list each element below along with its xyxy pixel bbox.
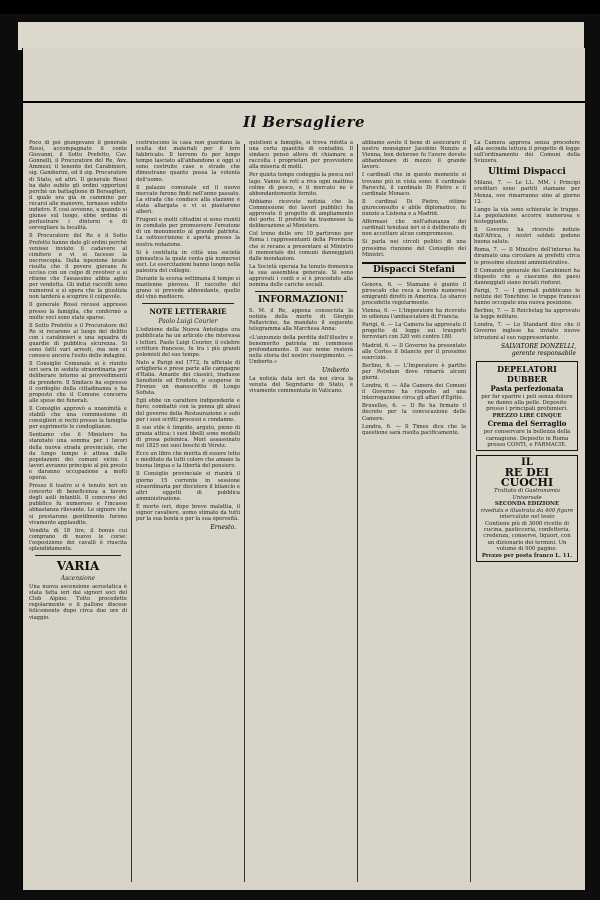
column-3 bbox=[249, 140, 353, 884]
column-rule bbox=[470, 144, 471, 882]
paragraph: costruiscono la casa non guardano la scelta dei materiali per il loro fabbricato. Il terreno fu per lungo tempo lasciato all'abbandono e oggi si sono costruite case e strade che dimostrano quanto possa la volontà dell'uomo. bbox=[136, 140, 240, 183]
paragraph: Sentiamo che il Ministero ha stanziato una somma per i lavori della nuova strada provinciale, che da lungo tempo è attesa dalle popolazioni dei comuni vicini. I lavori avranno principio al più presto e daranno occupazione a molti operai. bbox=[29, 432, 127, 481]
paragraph: Il suo stile è limpido, arguto, pieno di grazia attica; i suoi libelli sono modelli di prosa polemica. Morì assassinato nel 1825 nei suoi boschi di Véretz. bbox=[136, 424, 240, 450]
paragraph: Il generale Rossi recossi appresso presso la famiglia, che confermò a molte voci sono state sparse. bbox=[29, 302, 127, 321]
ad-edition: SECONDA EDIZIONE bbox=[494, 501, 560, 508]
dispatch: Berlino, 6. — L'Imperatore è partito per Potsdam dove rimarrà alcuni giorni. bbox=[362, 362, 466, 381]
ad-note: riveduta e illustrata da 400 figure intercalate nel testo bbox=[480, 507, 574, 521]
paragraph: Una nuova ascensione aerostatica è stata fatta ieri dai signori soci del Club Alpino. Tutto procedette regolarmente e il pallone discese felicemente dopo circa due ore di viaggio. bbox=[29, 584, 127, 621]
paragraph: abbiamo avuto il bene di assicurare il nostro monsignor Jacobini Nunzio a Vienna, ben doloroso fu l'avere dovuto abbandonare di mezzo il grande lavoro. bbox=[362, 140, 466, 171]
paragraph: Ecco un libro che merita di essere letto e meditato da tutti coloro che amano la buona lingua e la libertà del pensiero. bbox=[136, 451, 240, 470]
column-rule bbox=[131, 144, 132, 882]
paragraph: L'edizione della Nuova Antologia ora pubblicata ha un articolo che interessa i lettori. Paolo Luigi Courier, il celebre scrittore francese, fu tra i più grandi polemisti del suo tempo. bbox=[136, 327, 240, 358]
dispatch: Londra, 7. — Lo Standard dice che il Governo inglese ha inviato nuove istruzioni al suo rappresentante. bbox=[474, 322, 580, 341]
varia-subheading: Ascensione bbox=[60, 575, 96, 583]
gerente-signature: SALVATORE DONZELLI, gerente responsabile bbox=[500, 342, 576, 357]
masthead bbox=[23, 104, 585, 144]
ad-text-2: per conservare la bellezza della carnagione. Deposito in Roma presso CONTI, e FARMACIE. bbox=[483, 429, 571, 449]
header-rule bbox=[23, 101, 585, 103]
signature: Umberto bbox=[321, 367, 349, 374]
section-rule bbox=[35, 555, 121, 556]
ad-title-il: IL bbox=[521, 457, 533, 469]
dispacci-heading: Dispacci Stefani bbox=[373, 264, 455, 275]
paragraph: Durante la scorsa settimana il tempo si mantenne piovoso. Il raccolto del grano si prevede abbondante, quello del vino mediocre. bbox=[136, 275, 240, 301]
column-rule bbox=[244, 144, 245, 882]
varia-heading: VARIA bbox=[56, 559, 100, 574]
dispatch: Parigi, 7. — I giornali pubblicano le notizie del Tonchino: le truppe francesi hanno occupato una nuova posizione. bbox=[474, 287, 580, 307]
column-2 bbox=[136, 140, 240, 884]
dispatch: Roma, 7. — Il Ministro dell'interno ha diramato una circolare ai prefetti circa le prossime elezioni amministrative. bbox=[474, 247, 580, 266]
dispacci-header bbox=[362, 262, 466, 278]
dispatch: Vienna, 6. — L'Imperatore ha ricevuto in udienza l'ambasciatore di Francia. bbox=[362, 308, 466, 321]
paragraph: Col treno delle ore 10 partirono per Roma i rappresentanti della Provincia che si recano a presentare al Ministro il memoriale dei comuni danneggiati dalle inondazioni. bbox=[249, 231, 353, 262]
paragraph: S. M. il Re, appena conosciuta la notizia della morte di Giorgio Pallavicino, ha mandato il seguente telegramma alla Marchesa Anna: bbox=[249, 308, 353, 333]
paragraph: Il Sotto Prefetto e il Procuratore del Re si recarono al luogo del delitto con i carabinieri e una squadra di guardie di pubblica sicurezza. Si sono fatti vari arresti, ma non si conosce ancora l'esito delle indagini. bbox=[29, 322, 127, 360]
paragraph: Presso il teatro si è tenuto ieri un concerto di beneficenza a favore degli asili infantili. Il concorso del pubblico fu numeroso e l'incasso abbastanza rilevante. Le signore che si prestarono gentilmente furono vivamente applaudite. bbox=[29, 483, 127, 526]
dispatch: Londra, 6. — Alla Camera dei Comuni il Governo ha risposto ad una interrogazione circa gli affari d'Egitto. bbox=[362, 383, 466, 402]
ad-price: PREZZO LIRE CINQUE bbox=[492, 412, 562, 419]
paragraph: Il Consiglio provinciale si riunirà il giorno 15 corrente in sessione straordinaria per discutere il bilancio e altri oggetti di pubblica amministrazione. bbox=[136, 471, 240, 502]
masthead-title: Il Bersagliere bbox=[242, 113, 366, 131]
section-rule bbox=[255, 291, 347, 292]
paragraph: Per quieta tempo codeggia la pesca nel lago. Vanno le reti a riva ogni mattina colme di pesce, e il mercato ne è abbondantemente fornito. bbox=[249, 172, 353, 197]
newspaper-page bbox=[22, 48, 585, 890]
paragraph: I cardinali che in questo momento si trovano più in vista sono: il cardinale Parocchi, il cardinale Di Pietro e il cardinale Monaco. bbox=[362, 172, 466, 197]
paragraph: Si è costituita in città una società ginnastica la quale conta già numerosi soci. Le esercitazioni hanno luogo nella palestra del collegio. bbox=[136, 249, 240, 274]
paragraph: La Camera approva senza procedere alla seconda lettura il progetto di legge sull'ordinamento dei Comuni della Svizzera. bbox=[474, 140, 580, 165]
paragraph: Nato a Parigi nel 1772, fu ufficiale di artiglieria e prese parte alle campagne d'Italia. Amante dei classici, tradusse Senofonte ed Erodoto, e scoperse in Firenze un manoscritto di Longo Sofista. bbox=[136, 359, 240, 397]
paragraph: Frugoni e molti cittadini si sono riuniti in comitato per promuovere l'erezione di un monumento al grande patriota. La sottoscrizione è aperta presso la nostra redazione. bbox=[136, 217, 240, 248]
previous-page-edge bbox=[18, 22, 584, 50]
paragraph: Il Consiglio approvò a unanimità e stabilì che una commissione di consiglieri si rechi presso la famiglia per esprimerle le condoglianze. bbox=[29, 405, 127, 431]
section-rule bbox=[142, 303, 234, 304]
dispatch: Lungo la via sono schierate le truppe. La popolazione accorre numerosa e festeggiante. bbox=[474, 206, 580, 225]
ad-price: Prezzo per posta franco L. 11. bbox=[481, 552, 573, 559]
column-4 bbox=[362, 140, 466, 884]
dispatch: Genova, 6. — Stamane è giunto il piroscafo che reca a bordo numerosi emigranti diretti in America. Lo sbarco procedette regolarmente. bbox=[362, 281, 466, 306]
ad-title: DEPELATORI DUBBER bbox=[497, 363, 557, 384]
dispatch: Il Governo ha ricevuto notizie dall'Africa, i nostri soldati godono buona salute. bbox=[474, 227, 580, 246]
dispatch: Il Comando generale dei Carabinieri ha disposto che a ciascuno dei paesi danneggiati siano inviati rinforzi. bbox=[474, 267, 580, 286]
column-5 bbox=[474, 140, 580, 884]
paragraph: Affermasi che nell'adunanza dei cardinali tenutasi ieri si è deliberato di non accettare alcun compromesso. bbox=[362, 219, 466, 238]
dispatch: Parigi, 6. — La Camera ha approvato il progetto di legge sui trasporti ferroviari con 320 voti contro 180. bbox=[362, 322, 466, 341]
paragraph: Il Consiglio Comunale si è riunito ieri sera in seduta straordinaria per deliberare intorno ai provvedimenti da prendere. Il Sindaco ha espresso il cordoglio della cittadinanza e ha proposto che il Comune concorra alle spese dei funerali. bbox=[29, 361, 127, 404]
advertisement-depilatori bbox=[476, 361, 578, 452]
dispatch: Milano, 7. — Le LL. MM. i Principi ereditari sono partiti stamane per Monza, ove rimarranno sino al giorno 12. bbox=[474, 180, 580, 205]
paragraph: La Società operaia ha tenuto domenica la sua assemblea generale. Si sono approvati i conti e si è proceduto alla nomina delle cariche sociali. bbox=[249, 263, 353, 289]
paragraph: La notizia data ieri da noi circa la venuta del Segretario di Stato, è vivamente commentata in Vaticano. bbox=[249, 376, 353, 395]
paragraph: Vendita di 18 lire, il bonus cui comprano di nuovo le corse: l'esposizione dei cavalli è riuscita splendidamente. bbox=[29, 527, 127, 552]
paragraph: «L'annunzio della perdita dell'illustre e benemerito patriota mi commosse profondamente. Il suo nome resterà nella storia del nostro risorgimento. — Umberto.» bbox=[249, 334, 353, 365]
paragraph: È morto ieri, dopo breve malattia, il signor cavaliere, uomo stimato da tutti per la sua bontà e per la sua operosità. bbox=[136, 503, 240, 523]
column-1 bbox=[29, 140, 127, 884]
advertisement-re-dei-cuochi bbox=[476, 455, 578, 561]
dispatch: Berlino, 7. — Il Reichstag ha approvato la legge militare. bbox=[474, 308, 580, 321]
paragraph: Poco di poi giungevano il generale Rossi, accompagnato il conte Giovanni, il Sotto Prefetto, Cav. Gonnelli, il Procuratore del Re, Avv. Ammesi; il tenente dei Carabinieri, sig. Gamberini, ed il sig. Procuratore di Stato, ed altri. Il generale Rossi ha dato subito gli ordini opportuni perchè un battaglione di Bersaglieri, il quale era già in cammino per recarsi alle manovre, tornasse subito indietro. E così avvenne, e quando si giunse sul luogo, ebbe ordine di perlustrare i dintorni e di sorvegliare la località. bbox=[29, 140, 127, 232]
paragraph: Il cardinal Di Pietro, ottimo giureconsulto e abile diplomatico, fu nunzio a Lisbona e a Madrid. bbox=[362, 198, 466, 218]
ad-title-2: Crema del Serraglio bbox=[487, 419, 567, 429]
ad-subtitle: Trattato di Gastronomia Universale bbox=[494, 488, 560, 501]
ad-text: per far sparire i peli senza dolore ne danno alla pelle. Deposito presso i principali profumieri. bbox=[481, 393, 573, 413]
paragraph: quistioni a famiglie, si trova ridotta a una certa quantità di contadini. Il sindaco pensò allora di chiamare a raccolta i proprietari per provvedere alla miseria di molti. bbox=[249, 140, 353, 171]
paragraph: Si parla nei circoli politici di una prossima riunione del Consiglio dei Ministri. bbox=[362, 239, 466, 258]
paragraph: Il palazzo comunale ed il nuovo mercato furono finiti nell'anno passato. La strada che conduce alla stazione è stata allargata e vi si piantarono alberi. bbox=[136, 184, 240, 216]
dispatch: Madrid, 6. — Il Governo ha presentato alle Cortes il bilancio per il prossimo esercizio. bbox=[362, 342, 466, 361]
ad-title-re-dei-cuochi: RE DEI CUOCHI bbox=[500, 466, 554, 490]
signature: Ernesto. bbox=[210, 524, 236, 532]
dispatch: Londra, 6. — Il Times dice che la questione sarà risolta pacificamente. bbox=[362, 423, 466, 436]
paragraph: Il Procuratore del Re e il Sotto Prefetto hanno dato gli ordini perchè venisse inviato il cadavere al cimitero e vi si facesse la necroscopia. Dalla ispezione locale risulta che il povero giovane fu ucciso con un colpo di revolver e si ritiene che l'assassino abbia agito per vendetta. Gli indizi raccolti sono numerosi e si spera che la giustizia non tarderà a scoprire il colpevole. bbox=[29, 233, 127, 301]
ad-subtitle: Pasta perfezionata bbox=[490, 383, 564, 393]
dispatch: Bruxelles, 6. — Il Re ha firmato il decreto per la convocazione delle Camere. bbox=[362, 403, 466, 422]
scan-top-border bbox=[0, 0, 600, 14]
ad-text: Contiene più di 3000 ricette di cucina, pasticceria, confetteria, credenza, conserve, liquori, con un dizionario dei termini. Un volume di 900 pagine. bbox=[483, 520, 571, 553]
note-letterarie-heading: NOTE LETTERARIE bbox=[149, 307, 227, 317]
note-author: Paolo Luigi Courier bbox=[158, 318, 218, 326]
informazioni-heading: INFORMAZIONI! bbox=[257, 295, 345, 306]
ultimi-dispacci-heading: Ultimi Dispacci bbox=[488, 167, 566, 178]
paragraph: Abbiamo ricevuto notizia che la Commissione dei lavori pubblici ha approvato il progetto di ampliamento del porto. Il prefetto ha trasmesso la deliberazione al Ministero. bbox=[249, 198, 353, 230]
paragraph: Egli ebbe un carattere indipendente e fiero; combatté con la penna gli abusi del governo della Restaurazione e subì per i suoi scritti processi e condanne. bbox=[136, 398, 240, 423]
column-rule bbox=[357, 144, 358, 882]
